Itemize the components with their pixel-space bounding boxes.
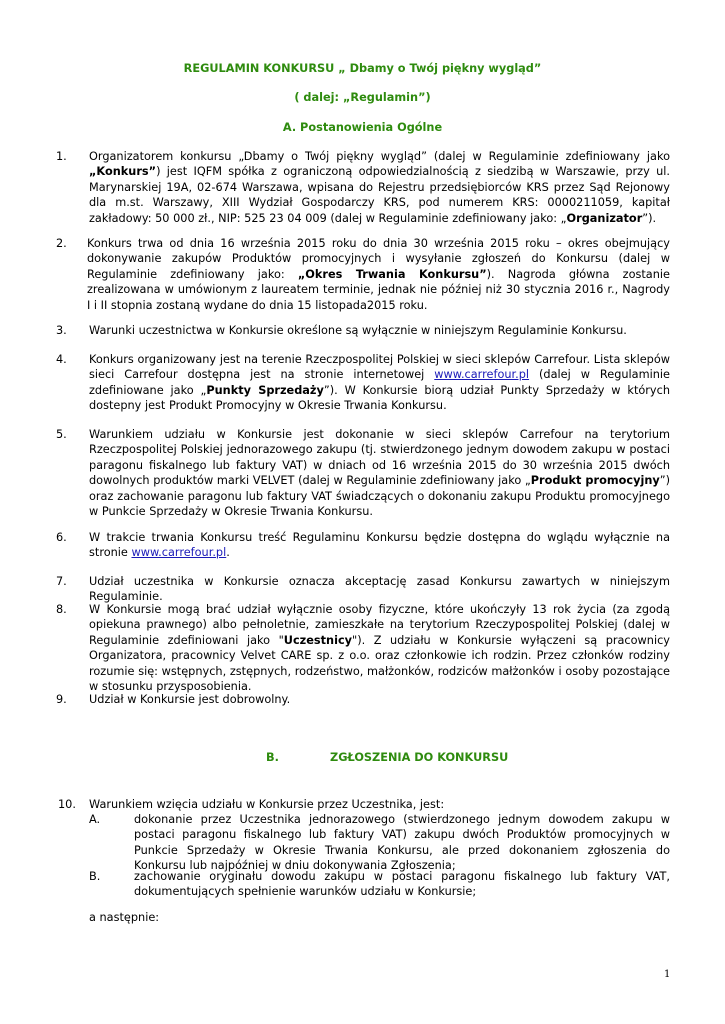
carrefour-link[interactable]: www.carrefour.pl: [434, 368, 530, 382]
section-b-letter: B.: [266, 751, 279, 764]
item-text: Warunkiem wzięcia udziału w Konkursie przez Uczestnika, jest:: [89, 798, 445, 811]
item-text: Organizatorem konkursu „Dbamy o Twój piękny wygląd” (dalej w Regulaminie zdefiniowany jako „Konkurs”) jest IQFM spółka z ograniczoną odpowiedzialnością z siedzibą w Warszawie, przy ul. Marynarskiej 19A, 02-674 Warszawa, wpisana do Rejestru przedsiębiorców KRS przez Sąd Rejonowy dla m.st. Warszawy, XIII Wydział Gospodarczy KRS, pod numerem KRS: 0000211059, kapitał zakładowy: 50 000 zł., NIP: 525 23 04 009 (dalej w Regulaminie zdefiniowany jako: „Organizator”).: [89, 150, 670, 225]
item-number: 6.: [56, 531, 67, 544]
sub-item-text: dokonanie przez Uczestnika jednorazowego (stwierdzonego jednym dowodem zakupu w postaci paragonu fiskalnego lub faktury VAT) zakupu dwóch Produktów promocyjnych w Punkcie Sprzedaży w Okresie Trwania Konkursu, ale przed dokonaniem zgłoszenia do Konkursu lub najpóźniej w dniu dokonywania Zgłoszenia;: [134, 813, 670, 873]
item-number: 8.: [56, 603, 67, 616]
item-text: Udział w Konkursie jest dobrowolny.: [89, 693, 291, 706]
item-text: W trakcie trwania Konkursu treść Regulaminu Konkursu będzie dostępna do wglądu wyłącznie na stronie www.carrefour.pl.: [89, 531, 670, 560]
continuation-text: a następnie:: [89, 911, 160, 924]
item-text: W Konkursie mogą brać udział wyłącznie osoby fizyczne, które ukończyły 13 rok życia (za zgodą opiekuna prawnego) albo pełnoletnie, zamieszkałe na terytorium Rzeczypospolitej Polskiej (dalej w Regulaminie zdefiniowani jako "Uczestnicy"). Z udziału w Konkursie wyłączeni są pracownicy Organizatora, pracownicy Velvet CARE sp. z o.o. oraz członkowie ich rodzin. Przez członków rodziny rozumie się: wstępnych, zstępnych, rodzeństwo, małżonków, rodziców małżonków i osoby pozostające w stosunku przysposobienia.: [89, 603, 670, 694]
item-number: 3.: [56, 324, 67, 337]
item-number: 2.: [56, 237, 67, 250]
sub-item-letter: A.: [89, 813, 101, 826]
item-text: Warunki uczestnictwa w Konkursie określone są wyłącznie w niniejszym Regulaminie Konkursu.: [89, 324, 627, 337]
item-text: Konkurs organizowany jest na terenie Rzeczpospolitej Polskiej w sieci sklepów Carrefour. Lista sklepów sieci Carrefour dostępna jest na stronie internetowej www.carrefour.pl (dalej w Regulaminie zdefiniowane jako „Punkty Sprzedaży”). W Konkursie biorą udział Punkty Sprzedaży w których dostepny jest Produkt Promocyjny w Okresie Trwania Konkursu.: [89, 353, 670, 413]
document-title: REGULAMIN KONKURSU „ Dbamy o Twój piękny wygląd”: [183, 62, 542, 75]
item-number: 1.: [56, 150, 67, 163]
page-number: 1: [664, 969, 671, 980]
item-text: Warunkiem udziału w Konkursie jest dokonanie w sieci sklepów Carrefour na terytorium Rzeczpospolitej Polskiej jednorazowego zakupu (tj. stwierdzonego jednym dowodem zakupu w postaci paragonu fiskalnego lub faktury VAT) w dniach od 16 września 2015 do 30 września 2015 dwóch dowolnych produktów marki VELVET (dalej w Regulaminie zdefiniowany jako „Produkt promocyjny”) oraz zachowanie paragonu lub faktury VAT świadczących o dokonaniu zakupu Produktu promocyjnego w Punkcie Sprzedaży w Okresie Trwania Konkursu.: [89, 428, 670, 519]
item-number: 4.: [56, 353, 67, 366]
document-subtitle: ( dalej: „Regulamin”): [294, 91, 431, 104]
section-a-heading: A. Postanowienia Ogólne: [282, 121, 443, 134]
section-b-title: ZGŁOSZENIA DO KONKURSU: [330, 751, 509, 764]
item-number: 7.: [56, 575, 67, 588]
item-number: 10.: [58, 798, 76, 811]
carrefour-link[interactable]: www.carrefour.pl: [131, 546, 227, 560]
item-number: 9.: [56, 693, 67, 706]
sub-item-text: zachowanie oryginału dowodu zakupu w postaci paragonu fiskalnego lub faktury VAT, dokumentujących spełnienie warunków udziału w Konkursie;: [134, 870, 670, 899]
item-text: Konkurs trwa od dnia 16 września 2015 roku do dnia 30 września 2015 roku – okres obejmujący dokonywanie zakupów Produktów promocyjnych i wysyłanie zgłoszeń do Konkursu (dalej w Regulaminie zdefiniowany jako: „Okres Trwania Konkursu”). Nagroda główna zostanie zrealizowana w umówionym z laureatem terminie, jednak nie później niż 30 stycznia 2016 r., Nagrody I i II stopnia zostaną wydane do dnia 15 listopada2015 roku.: [87, 237, 670, 312]
item-text: Udział uczestnika w Konkursie oznacza akceptację zasad Konkursu zawartych w niniejszym Regulaminie.: [89, 575, 670, 604]
item-number: 5.: [56, 428, 67, 441]
sub-item-letter: B.: [89, 870, 101, 883]
